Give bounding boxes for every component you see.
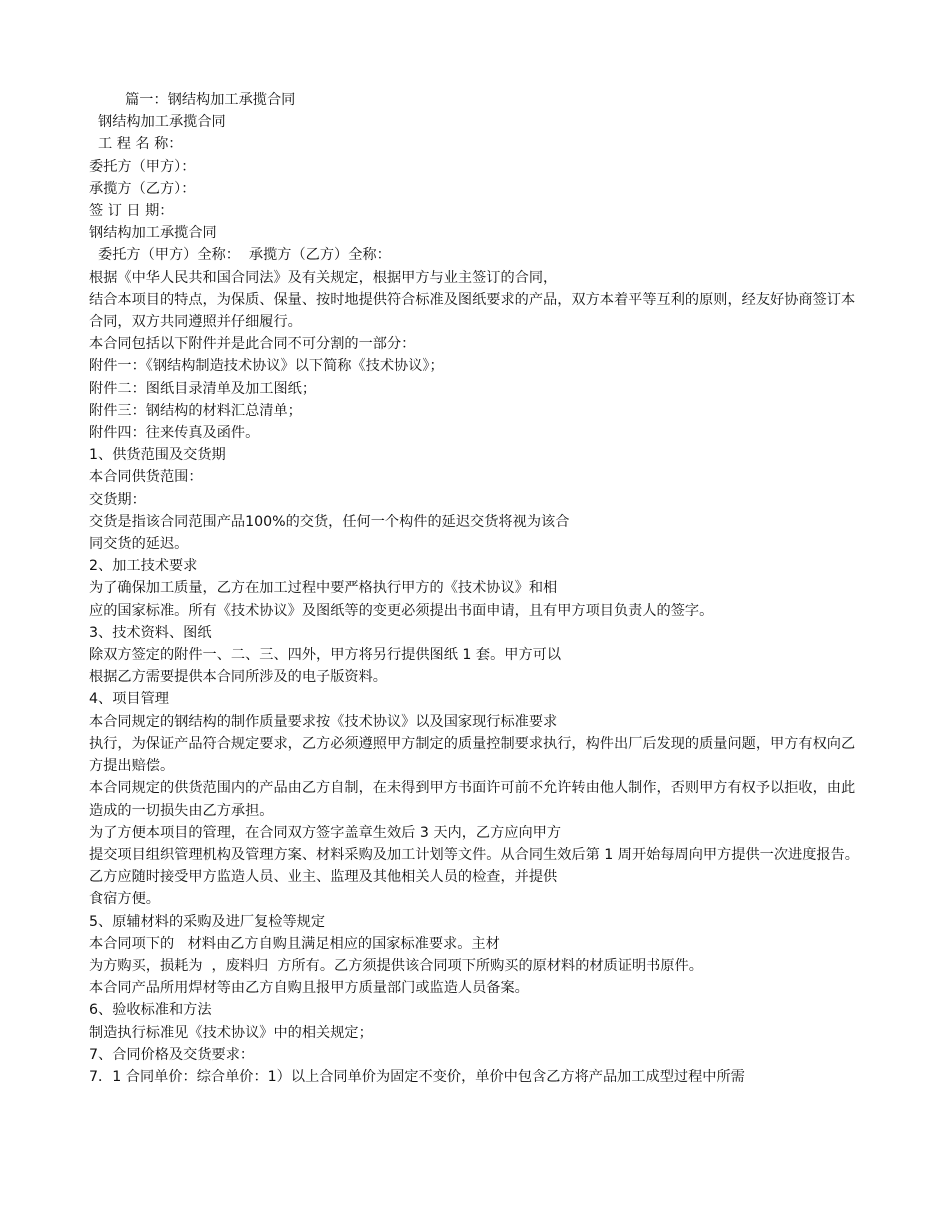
- paragraph: 本合同项下的 材料由乙方自购且满足相应的国家标准要求。主材: [89, 935, 500, 952]
- attachment-item: 附件二：图纸目录清单及加工图纸；: [89, 380, 317, 397]
- paragraph: 本合同规定的钢结构的制作质量要求按《技术协议》以及国家现行标准要求: [89, 713, 558, 730]
- document-page: [89, 89, 869, 1088]
- paragraph: 食宿方便。: [89, 891, 160, 908]
- project-name-field: 工 程 名 称：: [89, 136, 183, 153]
- signing-date-field: 签 订 日 期：: [89, 203, 174, 220]
- paragraph: 为了确保加工质量，乙方在加工过程中要严格执行甲方的《技术协议》和相: [89, 580, 558, 597]
- clause-heading: 1、供货范围及交货期: [89, 447, 226, 464]
- contract-title: 钢结构加工承揽合同: [89, 114, 226, 131]
- paragraph: 根据《中华人民共和国合同法》及有关规定，根据甲方与业主签订的合同，: [89, 269, 558, 286]
- paragraph: 本合同供货范围：: [89, 469, 203, 486]
- paragraph: 执行，为保证产品符合规定要求，乙方必须遵照甲方制定的质量控制要求执行，构件出厂后发现的质量问题，甲方有权向乙方提出赔偿。: [89, 735, 856, 775]
- paragraph: 本合同规定的供货范围内的产品由乙方自制，在未得到甲方书面许可前不允许转由他人制作，否则甲方有权予以拒收，由此造成的一切损失由乙方承担。: [89, 780, 856, 819]
- paragraph: 交货期：: [89, 491, 146, 508]
- attachment-item: 附件一：《钢结构制造技术协议》以下简称《技术协议》；: [89, 358, 444, 375]
- clause-heading: 3、技术资料、图纸: [89, 624, 212, 641]
- clause-heading: 2、加工技术要求: [89, 558, 198, 575]
- paragraph: 7．1 合同单价：综合单价：1）以上合同单价为固定不变价，单价中包含乙方将产品加工成型过程中所需: [89, 1068, 745, 1085]
- paragraph: 交货是指该合同范围产品100%的交货，任何一个构件的延迟交货将视为该合: [89, 513, 570, 530]
- clause-heading: 4、项目管理: [89, 691, 169, 708]
- paragraph: 乙方应随时接受甲方监造人员、业主、监理及其他相关人员的检查，并提供: [89, 869, 558, 886]
- paragraph: 同交货的延迟。: [89, 536, 189, 553]
- paragraph: 为了方便本项目的管理，在合同双方签字盖章生效后 3 天内，乙方应向甲方: [89, 824, 562, 841]
- contractor-party-field: 承揽方（乙方）：: [89, 180, 196, 197]
- party-full-names: 委托方（甲方）全称： 承揽方（乙方）全称：: [89, 247, 391, 264]
- client-party-field: 委托方（甲方）：: [89, 158, 196, 175]
- paragraph: 提交项目组织管理机构及管理方案、材料采购及加工计划等文件。从合同生效后第 1 周开始每周向甲方提供一次进度报告。: [89, 846, 859, 863]
- paragraph: 本合同产品所用焊材等由乙方自购且报甲方质量部门或监造人员备案。: [89, 980, 529, 997]
- clause-heading: 7、合同价格及交货要求：: [89, 1046, 255, 1063]
- contract-title-repeat: 钢结构加工承揽合同: [89, 225, 217, 242]
- section-heading: 篇一：钢结构加工承揽合同: [89, 92, 296, 108]
- paragraph: 应的国家标准。所有《技术协议》及图纸等的变更必须提出书面申请，且有甲方项目负责人的签字。: [89, 602, 714, 619]
- paragraph: 根据乙方需要提供本合同所涉及的电子版资料。: [89, 669, 387, 686]
- paragraph: 制造执行标准见《技术协议》中的相关规定；: [89, 1024, 373, 1041]
- attachment-item: 附件四：往来传真及函件。: [89, 425, 260, 442]
- attachment-item: 附件三：钢结构的材料汇总清单；: [89, 402, 302, 419]
- paragraph: 除双方签定的附件一、二、三、四外，甲方将另行提供图纸 1 套。甲方可以: [89, 647, 562, 664]
- paragraph: 本合同包括以下附件并是此合同不可分割的一部分：: [89, 336, 416, 353]
- clause-heading: 6、验收标准和方法: [89, 1002, 212, 1019]
- clause-heading: 5、原辅材料的采购及进厂复检等规定: [89, 913, 326, 930]
- paragraph: 结合本项目的特点，为保质、保量、按时地提供符合标准及图纸要求的产品，双方本着平等互利的原则，经友好协商签订本合同，双方共同遵照并仔细履行。: [89, 291, 856, 331]
- paragraph: 为方购买，损耗为 ，废料归 方所有。乙方须提供该合同项下所购买的原材料的材质证明书原件。: [89, 957, 703, 974]
